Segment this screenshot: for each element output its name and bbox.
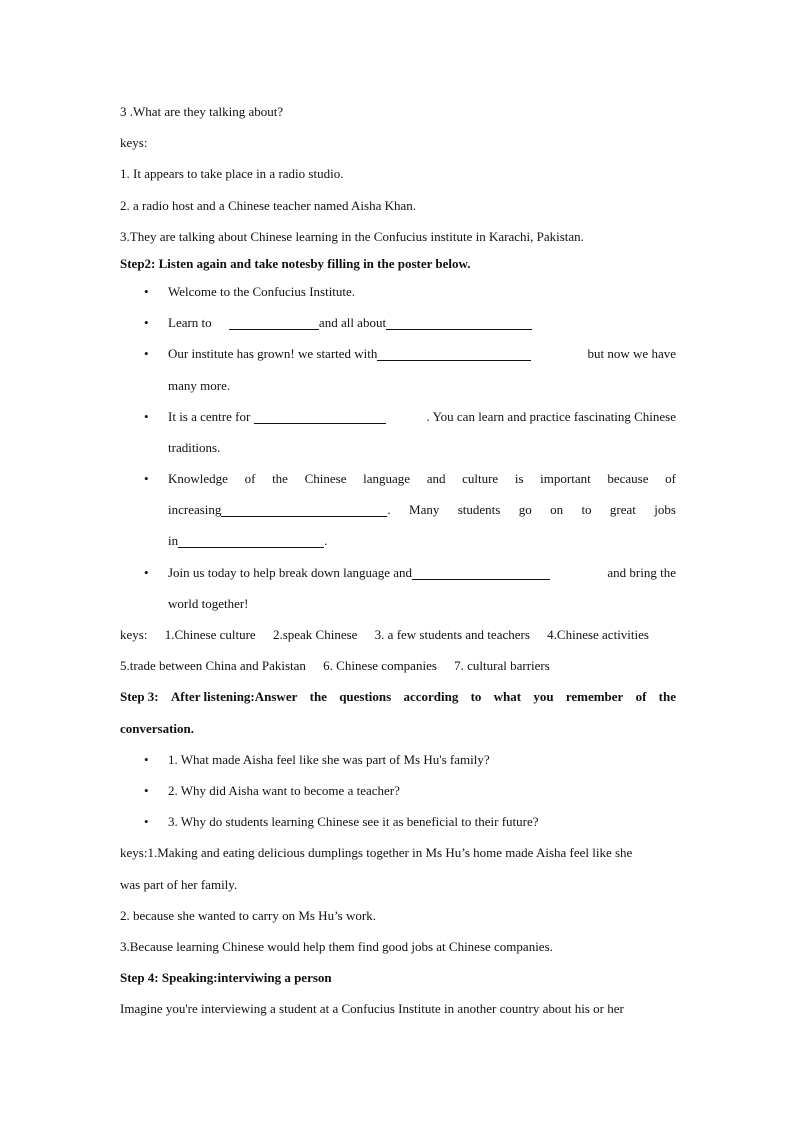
question-text: 2. Why did Aisha want to become a teacher?	[168, 782, 400, 798]
poster-text: but now we have	[587, 346, 676, 362]
answer-line: 3.They are talking about Chinese learning in the Confucius institute in Karachi, Pakistan.	[120, 228, 584, 244]
poster-text: Learn to	[168, 315, 212, 331]
fill-blank[interactable]	[377, 345, 531, 361]
poster-text: .	[324, 533, 328, 549]
poster-text: and all about	[318, 315, 387, 331]
key-item: 7. cultural barriers	[454, 658, 550, 674]
poster-item	[120, 307, 676, 338]
question-item	[120, 806, 676, 837]
question-item	[120, 775, 676, 806]
poster-item-continued	[120, 432, 676, 463]
poster-text: in	[168, 533, 179, 549]
poster-item	[120, 557, 676, 588]
bullet-icon: •	[144, 814, 149, 830]
poster-item-continued	[120, 494, 676, 525]
poster-item-continued	[120, 370, 676, 401]
document-page	[120, 96, 676, 1024]
fill-blank[interactable]	[221, 501, 387, 517]
poster-word: jobs	[654, 502, 676, 518]
key-item: 1.Chinese culture	[164, 627, 256, 642]
poster-word: go	[518, 502, 532, 518]
poster-word: important	[540, 471, 591, 487]
heading-word: you	[533, 689, 554, 705]
keys-list	[120, 650, 676, 681]
fill-blank[interactable]	[178, 532, 324, 548]
key-item: 4.Chinese activities	[547, 627, 649, 642]
poster-word: Knowledge	[168, 471, 228, 487]
heading-word: After listening:Answer	[170, 689, 298, 705]
answer-line: 2. a radio host and a Chinese teacher named Aisha Khan.	[120, 197, 417, 213]
poster-text: world together!	[168, 595, 249, 611]
step4-heading: Step 4: Speaking:interviwing a person	[120, 970, 332, 986]
poster-word: great	[609, 502, 636, 518]
fill-blank[interactable]	[229, 314, 319, 330]
poster-text: Welcome to the Confucius Institute.	[168, 283, 356, 299]
fill-blank[interactable]	[386, 314, 532, 330]
answer-line: 2. because she wanted to carry on Ms Hu’s work.	[120, 907, 376, 923]
poster-word: Chinese	[304, 471, 347, 487]
poster-word: of	[244, 471, 256, 487]
heading-word: questions	[339, 689, 392, 705]
poster-item-continued	[120, 588, 676, 619]
poster-word: is	[514, 471, 524, 487]
key-item: 2.speak Chinese	[272, 627, 358, 642]
bullet-icon: •	[144, 564, 149, 580]
poster-text: and bring the	[607, 564, 676, 580]
step2-heading: Step2: Listen again and take notesby filling in the poster below.	[120, 255, 471, 271]
bullet-icon: •	[144, 751, 149, 767]
bullet-icon: •	[144, 315, 149, 331]
poster-text: It is a centre for	[168, 408, 251, 424]
poster-item-continued	[120, 525, 676, 556]
question-text: 3. Why do students learning Chinese see it as beneficial to their future?	[168, 814, 539, 830]
answer-line: was part of her family.	[120, 876, 238, 892]
heading-word: to	[470, 689, 482, 705]
heading-word: the	[658, 689, 676, 705]
heading-word: Step 3:	[120, 689, 159, 705]
heading-word: of	[635, 689, 647, 705]
poster-text: Join us today to help break down language and	[168, 564, 413, 580]
poster-text: traditions.	[168, 439, 221, 455]
bullet-icon: •	[144, 283, 149, 299]
poster-item	[120, 401, 676, 432]
bullet-icon: •	[144, 471, 149, 487]
poster-word: to	[581, 502, 592, 518]
fill-blank[interactable]	[254, 408, 386, 424]
answer-line: keys:1.Making and eating delicious dumplings together in Ms Hu’s home made Aisha feel like she	[120, 845, 633, 861]
poster-word: students	[457, 502, 501, 518]
question-text: 1. What made Aisha feel like she was part of Ms Hu's family?	[168, 751, 490, 767]
poster-item	[120, 276, 676, 307]
poster-word: the	[272, 471, 288, 487]
heading-word: what	[493, 689, 522, 705]
heading-word: the	[309, 689, 327, 705]
keys-label: keys:	[120, 627, 148, 642]
poster-text: Our institute has grown! we started with	[168, 346, 378, 362]
heading-word: remember	[565, 689, 624, 705]
poster-text: increasing	[168, 502, 222, 518]
bullet-icon: •	[144, 408, 149, 424]
poster-word: .	[387, 502, 391, 518]
poster-item	[120, 463, 676, 494]
poster-item	[120, 338, 676, 369]
poster-word: culture	[462, 471, 499, 487]
poster-text: many more.	[168, 377, 231, 393]
body-paragraph: Imagine you're interviewing a student at a Confucius Institute in another country about his or her	[120, 1001, 624, 1017]
poster-word: of	[665, 471, 676, 487]
poster-word: language	[363, 471, 411, 487]
fill-blank[interactable]	[412, 564, 550, 580]
poster-word: on	[550, 502, 564, 518]
key-item: 5.trade between China and Pakistan	[120, 658, 306, 674]
poster-word: because	[607, 471, 649, 487]
step3-heading-continued: conversation.	[120, 720, 195, 736]
keys-label: keys:	[120, 135, 148, 151]
poster-word: and	[426, 471, 446, 487]
question-heading: 3 .What are they talking about?	[120, 104, 284, 119]
question-item	[120, 744, 676, 775]
keys-list	[120, 619, 676, 650]
bullet-icon: •	[144, 782, 149, 798]
bullet-icon: •	[144, 346, 149, 362]
step3-heading	[120, 681, 676, 712]
answer-line: 1. It appears to take place in a radio studio.	[120, 166, 344, 182]
poster-text: . You can learn and practice fascinating Chinese	[426, 408, 676, 424]
key-item: 6. Chinese companies	[323, 658, 437, 674]
poster-word: Many	[409, 502, 440, 518]
answer-line: 3.Because learning Chinese would help them find good jobs at Chinese companies.	[120, 938, 553, 954]
key-item: 3. a few students and teachers	[374, 627, 530, 642]
heading-word: according	[403, 689, 459, 705]
